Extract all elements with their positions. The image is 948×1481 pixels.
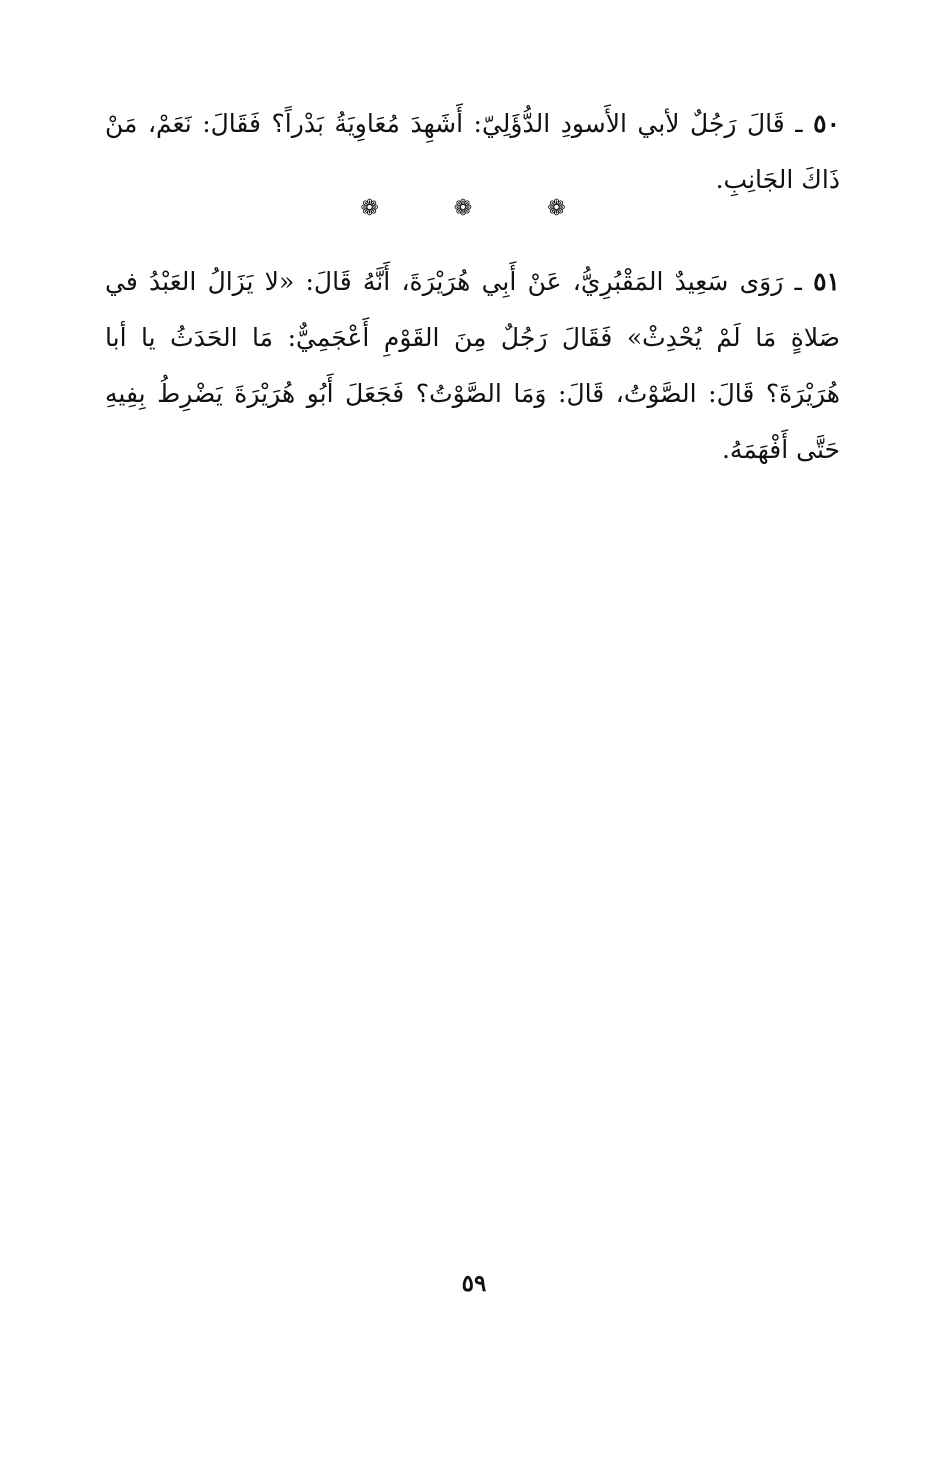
paragraph-51 — [105, 254, 840, 478]
page-number: ٥٩ — [461, 1270, 487, 1297]
flower-ornament-icon: ❁ — [453, 196, 495, 221]
section-separator — [0, 196, 948, 221]
paragraph-number: ٥٠ — [813, 109, 840, 138]
paragraph-number: ٥١ — [813, 267, 840, 296]
flower-ornament-icon: ❁ — [547, 196, 588, 221]
paragraph-text: ـ قَالَ رَجُلٌ لأبي الأَسودِ الدُّؤَلِيّ: أَشَهِدَ مُعَاوِيَةُ بَدْراً؟ فَقَالَ: نَعَمْ، مَنْ ذَاكَ الجَانِبِ. — [105, 109, 840, 194]
paragraph-text: ـ رَوَى سَعِيدٌ المَقْبُرِيُّ، عَنْ أَبِي هُرَيْرَةَ، أَنَّهُ قَالَ: «لا يَزَالُ العَبْدُ في صَلاةٍ مَا لَمْ يُحْدِثْ» فَقَالَ رَجُلٌ مِنَ القَوْمِ أَعْجَمِيٌّ: مَا الحَدَثُ يا أبا هُرَيْرَةَ؟ قَالَ: الصَّوْتُ، قَالَ: وَمَا الصَّوْتُ؟ فَجَعَلَ أَبُو هُرَيْرَةَ يَضْرِطُ بِفِيهِ حَتَّى أَفْهَمَهُ. — [105, 267, 840, 464]
paragraph-50 — [105, 96, 840, 208]
flower-ornament-icon: ❁ — [360, 196, 401, 221]
